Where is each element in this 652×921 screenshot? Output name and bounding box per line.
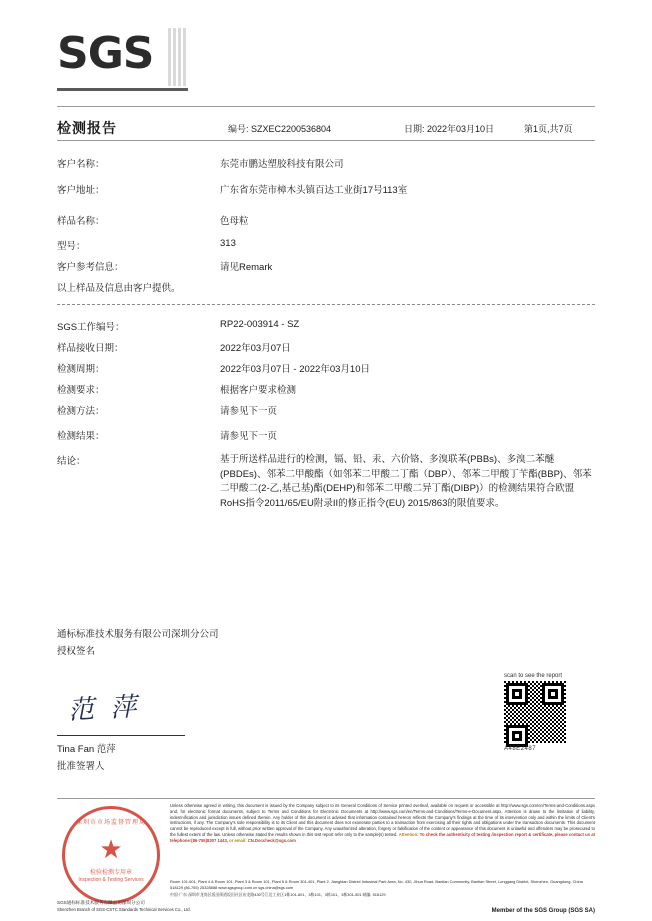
page-title: 检测报告: [57, 120, 117, 136]
client-reference-label: 客户参考信息：: [57, 262, 124, 273]
test-requirement-label: 检测要求：: [57, 385, 105, 396]
handwritten-signature: 范 萍: [67, 692, 142, 726]
footer-disclaimer: [170, 803, 595, 844]
report-number: 编号: SZXEC2200536804: [228, 124, 332, 134]
qr-corner-marker-icon: [506, 725, 528, 747]
client-name-value: 东莞市鹏达塑胶科技有限公司: [220, 159, 344, 170]
qr-caption: scan to see the report: [504, 673, 563, 679]
authorized-signature-label: 授权签名: [57, 646, 96, 657]
footer-disclaimer-text: Unless otherwise agreed in writing, this document is issued by the Company subject to its General Conditions of Service printed overleaf, available on request or accessible at http://www.sgs.com/en/Terms-and-Conditions.aspx and, for electronic format documents, subject to Terms and Conditions for Electronic Documents at http://www.sgs.com/en/Terms-and-Conditions/Terms-e-Document.aspx. Attention is drawn to the limitation of liability, indemnification and jurisdiction issues defined therein. Any holder of this document is advised that information contained hereon reflects the Company's findings at the time of its intervention only and within the limits of Client's instructions, if any. The Company's sole responsibility is to its Client and this document does not exonerate parties to a transaction from exercising all their rights and obligations under the transaction documents. This document cannot be reproduced except in full, without prior written approval of the Company. Any unauthorized alteration, forgery or falsification of the content or appearance of this document is unlawful and offenders may be prosecuted to the fullest extent of the law. Unless otherwise stated the results shown in this test report refer only to the sample(s) tested.: [170, 803, 595, 837]
qr-code-label: A48E2487: [504, 746, 537, 752]
sample-model-value: 313: [220, 238, 236, 249]
report-date: 日期: 2022年03月10日: [404, 124, 495, 134]
conclusion-label: 结论：: [57, 456, 86, 467]
signatory-name: Tina Fan 范萍: [57, 744, 116, 755]
client-address-value: 广东省东莞市樟木头镇百达工业街17号113室: [220, 185, 408, 196]
stamp-side-cn: SGS通标标准技术服务有限公司深圳分公司: [57, 900, 145, 905]
received-date-value: 2022年03月07日: [220, 343, 291, 354]
job-number-value: RP22-003914 - SZ: [220, 319, 300, 330]
footer-address-web: www.sgsgroup.com.cn: [218, 884, 258, 890]
signatory-role: 批准签署人: [57, 761, 105, 772]
conclusion-value: 基于所送样品进行的检测，镉、铅、汞、六价铬、多溴联苯(PBBs)、多溴二苯醚(PBDEs)、邻苯二甲酸酯（如邻苯二甲酸二丁酯（DBP）、邻苯二甲酸丁苄酯(BBP)、邻苯二甲酸二(2-乙,基己基)酯(DEHP)和邻苯二甲酸二异丁酯(DIBP)）的检测结果符合欧盟RoHS指令2011/65/EU附录II的修正指令(EU) 2015/863的限值要求。: [220, 454, 592, 510]
test-result-value: 请参见下一页: [220, 431, 278, 442]
provided-note: 以上样品及信息由客户提供。: [57, 283, 181, 294]
footer-address-email: sgs.china@sgs.com: [258, 884, 294, 890]
footer-attention-prefix: Attention:: [398, 831, 420, 837]
stamp-arc-text: 深圳市市场监督管理局: [75, 820, 146, 826]
test-period-label: 检测周期：: [57, 364, 105, 375]
issuing-company: 通标标准技术服务有限公司深圳分公司: [57, 629, 219, 640]
received-date-label: 样品接收日期：: [57, 343, 124, 354]
sample-name-label: 样品名称：: [57, 216, 105, 227]
signature-underline: [57, 735, 185, 736]
test-requirement-value: 根据客户要求检测: [220, 385, 297, 396]
test-method-label: 检测方法：: [57, 406, 105, 417]
title-divider: [57, 140, 595, 141]
star-icon: ★: [99, 834, 123, 865]
sgs-logo: SGS: [57, 28, 154, 79]
test-method-value: 请参见下一页: [220, 406, 278, 417]
footer-address-en: Room 101-601, Plant 4 & Room 101, Plant 3 & Room 101, Plant 5 & Room 301-401, Plant 2, Jiangbian District Industrial Park Area, No. 430, Jihua Road, Bantian Community, Bantian Street, Longgang District, Shenzhen, Guangdong, China 518129: [170, 879, 583, 890]
header-divider: [57, 106, 595, 107]
job-number-label: SGS工作编号：: [57, 322, 125, 333]
stamp-center-en: Inspection & Testing Services: [78, 877, 144, 883]
footer-address: [170, 879, 595, 898]
client-reference-value: 请见Remark: [220, 262, 273, 273]
page-indicator: 第1页,共7页: [524, 124, 573, 134]
section-divider: [57, 304, 595, 305]
client-name-label: 客户名称：: [57, 159, 105, 170]
stamp-side-en: Shenzhen Branch of SGS-CSTC Standards Technical Services Co., Ltd.: [57, 907, 191, 912]
footer-attention-text: To check the authenticity of testing /inspection report & certificate, please contact us at telephone:(86-755)8307 1443,: [170, 831, 595, 843]
footer-address-tel: (86-755) 25328888: [184, 884, 218, 890]
footer-email-link[interactable]: CN.Doccheck@sgs.com: [247, 837, 296, 843]
logo-underline: [57, 88, 188, 91]
footer-email-prefix: or email:: [229, 837, 248, 843]
client-address-label: 客户地址：: [57, 185, 105, 196]
footer-address-cn: 中国·广东·深圳市龙岗区坂田街道坂田社区布龙路430号江边工业区1栋101-601、3栋101、3栋101、3栋301-501 邮编: 518129: [170, 892, 386, 898]
logo-bars-icon: [168, 28, 188, 86]
member-line: Member of the SGS Group (SGS SA): [491, 908, 595, 914]
sample-name-value: 色母粒: [220, 216, 249, 227]
footer-divider: [57, 798, 595, 799]
test-result-label: 检测结果：: [57, 431, 105, 442]
stamp-center-cn: 检验检测专用章: [89, 870, 132, 876]
test-period-value: 2022年03月07日 - 2022年03月10日: [220, 364, 370, 375]
sample-model-label: 型号：: [57, 241, 86, 252]
official-stamp: [62, 806, 160, 904]
